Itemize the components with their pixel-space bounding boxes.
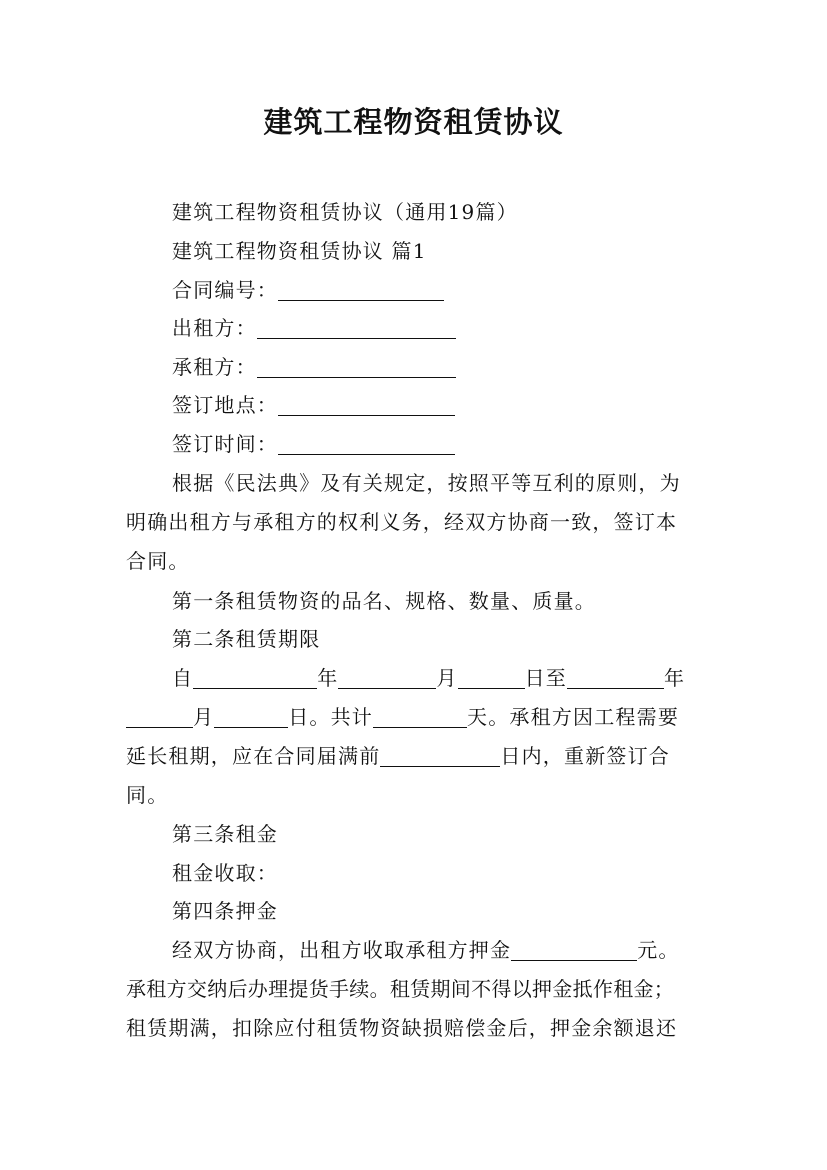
term-end-month-blank (126, 707, 193, 728)
deposit-unit: 元。 (637, 938, 680, 962)
lessor-blank (257, 318, 456, 339)
deposit-amount-blank (511, 940, 637, 961)
term-line-2 (126, 702, 716, 732)
contract-number-line (172, 275, 762, 305)
article-1-heading: 第一条租赁物资的品名、规格、数量、质量。 (172, 589, 596, 613)
intro-paragraph-line-1: 根据《民法典》及有关规定，按照平等互利的原则，为 (172, 471, 681, 495)
term-month-label: 月 (436, 666, 458, 690)
lessee-line (172, 352, 762, 382)
term-end-day-blank (214, 707, 288, 728)
term-year-label: 年 (317, 666, 339, 690)
term-renew-text: 日内，重新签订合 (500, 744, 671, 768)
term-to-label: 日至 (524, 666, 568, 690)
term-extension-text: 延长租期，应在合同届满前 (126, 744, 381, 768)
term-extension-days-blank (380, 746, 500, 767)
term-start-day-blank (458, 668, 525, 689)
term-end-year-blank (567, 668, 664, 689)
lessee-blank (257, 357, 456, 378)
sign-time-blank (278, 434, 455, 455)
sign-place-blank (278, 395, 455, 416)
sign-time-line (172, 429, 762, 459)
article-2-heading: 第二条租赁期限 (172, 627, 321, 651)
document-subtitle: 建筑工程物资租赁协议（通用19篇） (172, 200, 518, 224)
term-total-label: 日。共计 (288, 705, 374, 729)
term-from-label: 自 (172, 666, 194, 690)
term-line-4: 同。 (126, 783, 169, 807)
intro-paragraph-line-3: 合同。 (126, 549, 190, 573)
sign-place-label: 签订地点： (172, 393, 278, 417)
term-extension-label: 天。承租方因工程需要 (467, 705, 680, 729)
document-title: 建筑工程物资租赁协议 (263, 105, 564, 139)
term-start-month-blank (338, 668, 436, 689)
lessor-line (172, 313, 762, 343)
contract-number-label: 合同编号： (172, 278, 278, 302)
lessee-label: 承租方： (172, 355, 257, 379)
section-header: 建筑工程物资租赁协议 篇1 (172, 239, 427, 263)
contract-number-blank (278, 280, 444, 301)
deposit-line-1 (172, 935, 762, 965)
term-end-year-label: 年 (664, 666, 686, 690)
deposit-line-2: 承租方交纳后办理提货手续。租赁期间不得以押金抵作租金； (126, 977, 675, 1001)
term-total-days-blank (373, 707, 467, 728)
term-start-year-blank (193, 668, 317, 689)
rent-collection-line: 租金收取： (172, 861, 278, 885)
lessor-label: 出租方： (172, 316, 257, 340)
deposit-line-3: 租赁期满，扣除应付租赁物资缺损赔偿金后，押金余额退还 (126, 1016, 678, 1040)
term-end-month-label: 月 (193, 705, 215, 729)
intro-paragraph-line-2: 明确出租方与承租方的权利义务，经双方协商一致，签订本 (126, 510, 678, 534)
term-line-1 (172, 663, 762, 693)
sign-place-line (172, 390, 762, 420)
deposit-text: 经双方协商，出租方收取承租方押金 (172, 938, 512, 962)
sign-time-label: 签订时间： (172, 432, 278, 456)
article-4-heading: 第四条押金 (172, 899, 278, 923)
term-line-3 (126, 741, 716, 771)
article-3-heading: 第三条租金 (172, 822, 278, 846)
